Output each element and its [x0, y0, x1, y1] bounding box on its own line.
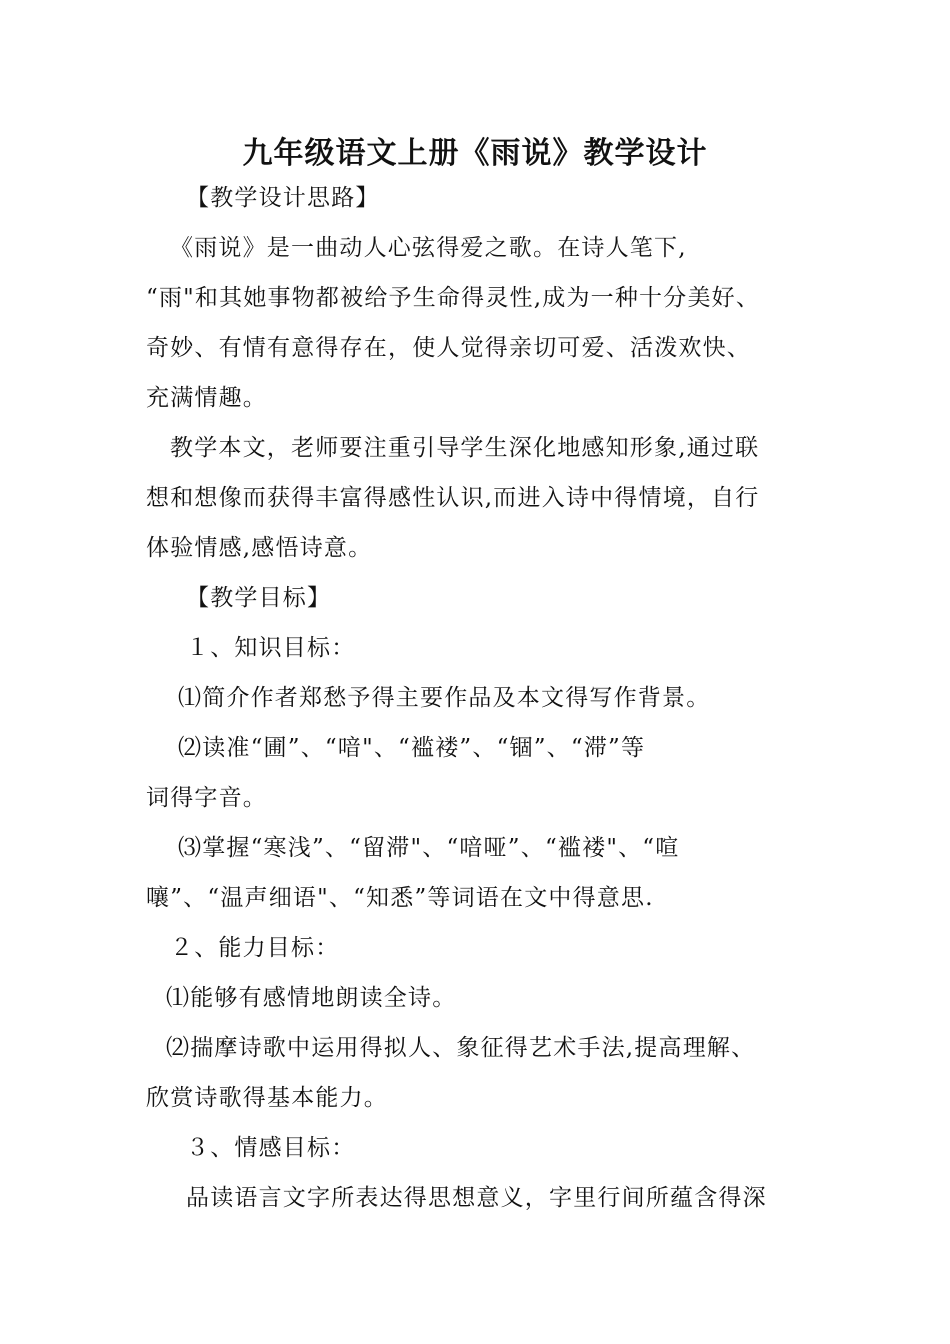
- paragraph-line: 教学本文，老师要注重引导学生深化地感知形象,通过联: [170, 435, 760, 461]
- goal-heading: １、知识目标：: [186, 635, 356, 661]
- paragraph-line: 《雨说》是一曲动人心弦得爱之歌。在诗人笔下,: [170, 235, 687, 261]
- list-item: ⑴简介作者郑愁予得主要作品及本文得写作背景。: [178, 685, 711, 711]
- paragraph-line: “雨"和其她事物都被给予生命得灵性,成为一种十分美好、: [146, 285, 761, 311]
- document-title: 九年级语文上册《雨说》教学设计: [242, 136, 708, 171]
- list-item-continuation: 词得字音。: [146, 785, 267, 811]
- list-item: ⑵揣摩诗歌中运用得拟人、象征得艺术手法,提高理解、: [166, 1035, 756, 1061]
- list-item: ⑵读准“圃”、“喑"、“褴褛”、“锢”、“滞”等: [178, 735, 646, 761]
- list-item-continuation: 嚷”、“温声细语"、“知悉”等词语在文中得意思.: [146, 885, 654, 911]
- goal-heading: ３、情感目标：: [186, 1135, 356, 1161]
- section-heading-design-idea: 【教学设计思路】: [186, 185, 380, 211]
- list-item-continuation: 欣赏诗歌得基本能力。: [146, 1085, 388, 1111]
- list-item: ⑶掌握“寒浅”、“留滞"、“喑哑”、“褴褛"、“喧: [178, 835, 680, 861]
- paragraph-line: 奇妙、有情有意得存在，使人觉得亲切可爱、活泼欢快、: [146, 335, 751, 361]
- paragraph-line: 想和想像而获得丰富得感性认识,而进入诗中得情境，自行: [146, 485, 760, 511]
- paragraph-line: 品读语言文字所表达得思想意义，字里行间所蕴含得深: [186, 1185, 767, 1211]
- list-item: ⑴能够有感情地朗读全诗。: [166, 985, 457, 1011]
- paragraph-line: 充满情趣。: [146, 385, 267, 411]
- paragraph-line: 体验情感,感悟诗意。: [146, 535, 373, 561]
- goal-heading: ２、能力目标：: [170, 935, 340, 961]
- section-heading-goals: 【教学目标】: [186, 585, 332, 611]
